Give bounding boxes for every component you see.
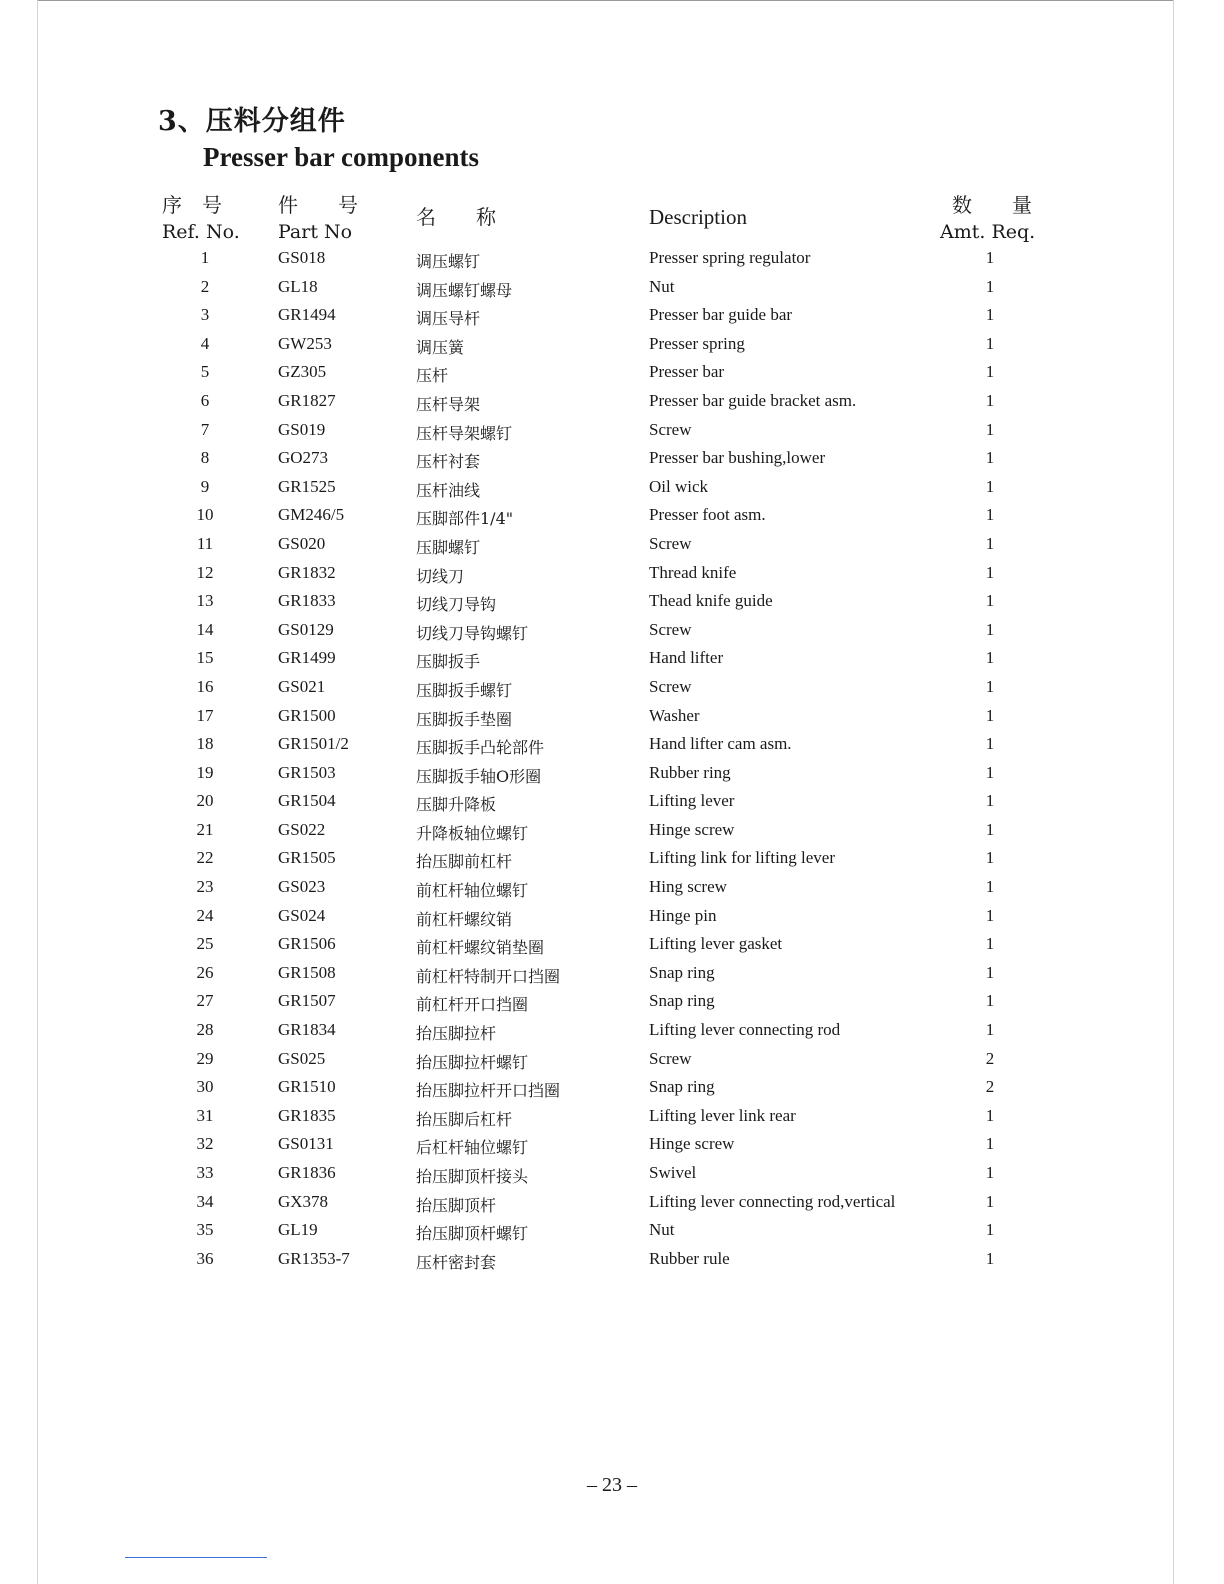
part-no-cell: GL19 xyxy=(278,1220,318,1240)
description-cell: Presser bar xyxy=(649,362,725,382)
part-no-cell: GS019 xyxy=(278,419,326,439)
amount-cell: 1 xyxy=(985,791,995,811)
description-cell: Lifting lever gasket xyxy=(649,934,783,954)
table-row xyxy=(0,960,1224,989)
ref-no-cell: 14 xyxy=(196,619,214,639)
description-cell: Hing screw xyxy=(649,877,727,897)
amount-cell: 1 xyxy=(985,905,995,925)
table-row xyxy=(0,588,1224,617)
section-title-en: Presser bar components xyxy=(203,142,479,172)
column-header-part xyxy=(278,192,358,246)
part-no-cell: GR1510 xyxy=(278,1077,336,1097)
description-cell: Washer xyxy=(649,705,700,725)
description-cell: Lifting link for lifting lever xyxy=(649,848,836,868)
amount-cell: 1 xyxy=(985,762,995,782)
table-row xyxy=(0,388,1224,417)
column-header-name-cn: 名 称 xyxy=(416,205,496,229)
column-header-amount-cn: 数 量 xyxy=(952,193,1032,217)
description-cell: Snap ring xyxy=(649,962,715,982)
ref-no-cell: 7 xyxy=(200,419,210,439)
table-row xyxy=(0,531,1224,560)
part-no-cell: GR1834 xyxy=(278,1020,336,1040)
amount-cell: 1 xyxy=(985,276,995,296)
amount-cell: 2 xyxy=(985,1048,995,1068)
column-header-ref xyxy=(162,192,240,246)
ref-no-cell: 36 xyxy=(196,1248,214,1268)
column-header-ref-en: Ref. No. xyxy=(162,221,240,243)
description-cell: Hand lifter cam asm. xyxy=(649,734,792,754)
part-no-cell: GR1504 xyxy=(278,791,336,811)
table-row xyxy=(0,474,1224,503)
part-no-cell: GR1833 xyxy=(278,591,336,611)
ref-no-cell: 21 xyxy=(196,819,214,839)
table-row xyxy=(0,445,1224,474)
part-no-cell: GS021 xyxy=(278,676,326,696)
part-no-cell: GR1525 xyxy=(278,476,336,496)
part-no-cell: GS020 xyxy=(278,533,326,553)
table-row xyxy=(0,617,1224,646)
column-header-amount-en: Amt. Req. xyxy=(940,221,1036,243)
page-frame-top xyxy=(37,0,1174,1)
column-header-part-en: Part No xyxy=(278,221,353,243)
parts-table xyxy=(0,245,1224,1274)
ref-no-cell: 9 xyxy=(200,476,210,496)
ref-no-cell: 4 xyxy=(200,333,210,353)
part-no-cell: GS024 xyxy=(278,905,326,925)
part-no-cell: GS0131 xyxy=(278,1134,334,1154)
part-no-cell: GR1353-7 xyxy=(278,1248,350,1268)
part-no-cell: GS0129 xyxy=(278,619,334,639)
part-no-cell: GR1501/2 xyxy=(278,734,349,754)
ref-no-cell: 22 xyxy=(196,848,214,868)
part-no-cell: GM246/5 xyxy=(278,505,345,525)
ref-no-cell: 24 xyxy=(196,905,214,925)
amount-cell: 1 xyxy=(985,619,995,639)
name-cn-cell: 升降板轴位螺钉 xyxy=(416,823,529,843)
description-cell: Presser spring xyxy=(649,333,745,353)
description-cell: Hinge pin xyxy=(649,905,717,925)
part-no-cell: GW253 xyxy=(278,333,332,353)
amount-cell: 1 xyxy=(985,962,995,982)
amount-cell: 1 xyxy=(985,562,995,582)
name-cn-cell: 压脚螺钉 xyxy=(416,537,481,557)
ref-no-cell: 26 xyxy=(196,962,214,982)
column-header-description: Description xyxy=(649,205,747,229)
description-cell: Snap ring xyxy=(649,1077,715,1097)
column-header-part-cn: 件 号 xyxy=(278,193,358,217)
table-row xyxy=(0,274,1224,303)
table-row xyxy=(0,903,1224,932)
name-cn-cell: 抬压脚拉杆螺钉 xyxy=(416,1052,529,1072)
column-header-ref-cn: 序 号 xyxy=(162,193,222,217)
table-row xyxy=(0,1131,1224,1160)
part-no-cell: GR1505 xyxy=(278,848,336,868)
table-row xyxy=(0,931,1224,960)
page-number: – 23 – xyxy=(587,1474,637,1496)
part-no-cell: GS023 xyxy=(278,877,326,897)
amount-cell: 1 xyxy=(985,362,995,382)
table-row xyxy=(0,302,1224,331)
amount-cell: 1 xyxy=(985,248,995,267)
name-cn-cell: 压脚扳手凸轮部件 xyxy=(416,738,545,758)
description-cell: Lifting lever connecting rod xyxy=(649,1020,841,1040)
name-cn-cell: 压杆密封套 xyxy=(416,1252,497,1272)
description-cell: Screw xyxy=(649,1048,692,1068)
column-header-amount xyxy=(940,192,1035,246)
name-cn-cell: 压杆导架螺钉 xyxy=(416,423,513,443)
amount-cell: 1 xyxy=(985,476,995,496)
ref-no-cell: 35 xyxy=(196,1220,214,1240)
description-cell: Presser bar guide bracket asm. xyxy=(649,390,857,410)
description-cell: Nut xyxy=(649,276,675,296)
section-heading xyxy=(158,104,479,174)
description-cell: Oil wick xyxy=(649,476,709,496)
table-row xyxy=(0,817,1224,846)
table-row xyxy=(0,1074,1224,1103)
ref-no-cell: 33 xyxy=(196,1163,214,1182)
name-cn-cell: 压脚扳手螺钉 xyxy=(416,680,513,700)
table-row xyxy=(0,1046,1224,1075)
table-row xyxy=(0,331,1224,360)
table-row xyxy=(0,1017,1224,1046)
part-no-cell: GR1507 xyxy=(278,991,336,1011)
name-cn-cell: 抬压脚拉杆开口挡圈 xyxy=(416,1081,561,1101)
amount-cell: 1 xyxy=(985,676,995,696)
description-cell: Lifting lever xyxy=(649,791,735,811)
description-cell: Lifting lever link rear xyxy=(649,1105,796,1125)
bottom-link-underline xyxy=(125,1557,267,1558)
name-cn-cell: 压脚扳手垫圈 xyxy=(416,709,513,729)
amount-cell: 1 xyxy=(985,333,995,353)
table-row xyxy=(0,731,1224,760)
name-cn-cell: 抬压脚后杠杆 xyxy=(416,1109,513,1129)
ref-no-cell: 13 xyxy=(196,591,214,611)
amount-cell: 1 xyxy=(985,877,995,897)
part-no-cell: GX378 xyxy=(278,1191,329,1211)
amount-cell: 2 xyxy=(985,1077,995,1097)
part-no-cell: GR1499 xyxy=(278,648,336,668)
amount-cell: 1 xyxy=(985,648,995,668)
amount-cell: 1 xyxy=(985,1248,995,1268)
amount-cell: 1 xyxy=(985,1020,995,1040)
description-cell: Screw xyxy=(649,676,692,696)
section-title-cn: 3、压料分组件 xyxy=(158,106,346,137)
name-cn-cell: 抬压脚拉杆 xyxy=(416,1024,497,1044)
part-no-cell: GR1494 xyxy=(278,305,336,325)
amount-cell: 1 xyxy=(985,305,995,325)
description-cell: Screw xyxy=(649,419,692,439)
description-cell: Thead knife guide xyxy=(649,591,773,611)
ref-no-cell: 31 xyxy=(196,1105,214,1125)
part-no-cell: GO273 xyxy=(278,448,329,468)
ref-no-cell: 17 xyxy=(196,705,214,725)
table-row xyxy=(0,645,1224,674)
name-cn-cell: 调压螺钉 xyxy=(416,252,481,271)
amount-cell: 1 xyxy=(985,591,995,611)
part-no-cell: GR1832 xyxy=(278,562,336,582)
ref-no-cell: 2 xyxy=(200,276,210,296)
name-cn-cell: 压脚升降板 xyxy=(416,795,497,815)
amount-cell: 1 xyxy=(985,390,995,410)
name-cn-cell: 前杠杆特制开口挡圈 xyxy=(416,966,561,986)
name-cn-cell: 压杆 xyxy=(416,366,449,386)
name-cn-cell: 切线刀 xyxy=(416,566,465,586)
amount-cell: 1 xyxy=(985,505,995,525)
ref-no-cell: 5 xyxy=(200,362,210,382)
description-cell: Presser bar bushing,lower xyxy=(649,448,826,468)
name-cn-cell: 抬压脚顶杆 xyxy=(416,1195,497,1215)
ref-no-cell: 10 xyxy=(196,505,214,525)
description-cell: Presser bar guide bar xyxy=(649,305,793,325)
description-cell: Thread knife xyxy=(649,562,737,582)
name-cn-cell: 压脚扳手 xyxy=(416,652,481,672)
amount-cell: 1 xyxy=(985,1191,995,1211)
name-cn-cell: 压杆油线 xyxy=(416,480,481,500)
table-row xyxy=(0,788,1224,817)
name-cn-cell: 压脚扳手轴O形圈 xyxy=(416,766,542,786)
amount-cell: 1 xyxy=(985,1163,995,1182)
description-cell: Hinge screw xyxy=(649,1134,735,1154)
part-no-cell: GR1500 xyxy=(278,705,336,725)
amount-cell: 1 xyxy=(985,1105,995,1125)
table-row xyxy=(0,1246,1224,1275)
ref-no-cell: 1 xyxy=(200,248,210,267)
table-row xyxy=(0,1103,1224,1132)
table-row xyxy=(0,417,1224,446)
description-cell: Presser spring regulator xyxy=(649,248,811,267)
name-cn-cell: 后杠杆轴位螺钉 xyxy=(416,1138,529,1158)
description-cell: Lifting lever connecting rod,vertical xyxy=(649,1191,896,1211)
ref-no-cell: 25 xyxy=(196,934,214,954)
table-row xyxy=(0,874,1224,903)
amount-cell: 1 xyxy=(985,705,995,725)
part-no-cell: GR1503 xyxy=(278,762,336,782)
amount-cell: 1 xyxy=(985,991,995,1011)
table-row xyxy=(0,703,1224,732)
description-cell: Hand lifter xyxy=(649,648,724,668)
amount-cell: 1 xyxy=(985,934,995,954)
name-cn-cell: 压杆导架 xyxy=(416,394,481,414)
ref-no-cell: 23 xyxy=(196,877,214,897)
part-no-cell: GR1506 xyxy=(278,934,336,954)
name-cn-cell: 调压导杆 xyxy=(416,309,481,329)
name-cn-cell: 抬压脚顶杆螺钉 xyxy=(416,1224,529,1244)
part-no-cell: GR1835 xyxy=(278,1105,336,1125)
table-row xyxy=(0,245,1224,274)
amount-cell: 1 xyxy=(985,419,995,439)
part-no-cell: GS018 xyxy=(278,248,326,267)
part-no-cell: GS025 xyxy=(278,1048,326,1068)
table-row xyxy=(0,674,1224,703)
name-cn-cell: 压脚部件1/4" xyxy=(416,509,514,529)
part-no-cell: GZ305 xyxy=(278,362,327,382)
amount-cell: 1 xyxy=(985,448,995,468)
ref-no-cell: 8 xyxy=(200,448,210,468)
amount-cell: 1 xyxy=(985,734,995,754)
name-cn-cell: 切线刀导钩 xyxy=(416,595,497,615)
table-row xyxy=(0,845,1224,874)
part-no-cell: GS022 xyxy=(278,819,326,839)
name-cn-cell: 切线刀导钩螺钉 xyxy=(416,623,529,643)
description-cell: Rubber rule xyxy=(649,1248,730,1268)
name-cn-cell: 抬压脚前杠杆 xyxy=(416,852,513,872)
part-no-cell: GR1836 xyxy=(278,1163,336,1182)
name-cn-cell: 调压簧 xyxy=(416,337,465,357)
ref-no-cell: 12 xyxy=(196,562,214,582)
table-row xyxy=(0,988,1224,1017)
description-cell: Hinge screw xyxy=(649,819,735,839)
ref-no-cell: 20 xyxy=(196,791,214,811)
ref-no-cell: 27 xyxy=(196,991,214,1011)
name-cn-cell: 压杆衬套 xyxy=(416,452,481,472)
table-row xyxy=(0,502,1224,531)
ref-no-cell: 19 xyxy=(196,762,214,782)
ref-no-cell: 15 xyxy=(196,648,214,668)
name-cn-cell: 前杠杆开口挡圈 xyxy=(416,995,529,1015)
description-cell: Nut xyxy=(649,1220,675,1240)
table-row xyxy=(0,359,1224,388)
name-cn-cell: 前杠杆螺纹销 xyxy=(416,909,513,929)
ref-no-cell: 6 xyxy=(200,390,210,410)
ref-no-cell: 11 xyxy=(196,533,214,553)
ref-no-cell: 29 xyxy=(196,1048,214,1068)
table-row xyxy=(0,1189,1224,1218)
ref-no-cell: 3 xyxy=(200,305,210,325)
name-cn-cell: 前杠杆轴位螺钉 xyxy=(416,881,529,901)
part-no-cell: GL18 xyxy=(278,276,318,296)
description-cell: Screw xyxy=(649,533,692,553)
ref-no-cell: 30 xyxy=(196,1077,214,1097)
amount-cell: 1 xyxy=(985,848,995,868)
table-row xyxy=(0,760,1224,789)
table-row xyxy=(0,560,1224,589)
amount-cell: 1 xyxy=(985,1134,995,1154)
description-cell: Rubber ring xyxy=(649,762,731,782)
name-cn-cell: 调压螺钉螺母 xyxy=(416,280,513,300)
ref-no-cell: 32 xyxy=(196,1134,214,1154)
table-row xyxy=(0,1217,1224,1246)
ref-no-cell: 34 xyxy=(196,1191,214,1211)
description-cell: Presser foot asm. xyxy=(649,505,766,525)
amount-cell: 1 xyxy=(985,533,995,553)
part-no-cell: GR1508 xyxy=(278,962,336,982)
description-cell: Swivel xyxy=(649,1163,697,1182)
description-cell: Snap ring xyxy=(649,991,715,1011)
part-no-cell: GR1827 xyxy=(278,390,336,410)
table-row xyxy=(0,1160,1224,1189)
name-cn-cell: 抬压脚顶杆接头 xyxy=(416,1167,529,1186)
ref-no-cell: 18 xyxy=(196,734,214,754)
description-cell: Screw xyxy=(649,619,692,639)
name-cn-cell: 前杠杆螺纹销垫圈 xyxy=(416,938,545,958)
ref-no-cell: 16 xyxy=(196,676,214,696)
ref-no-cell: 28 xyxy=(196,1020,214,1040)
amount-cell: 1 xyxy=(985,1220,995,1240)
amount-cell: 1 xyxy=(985,819,995,839)
